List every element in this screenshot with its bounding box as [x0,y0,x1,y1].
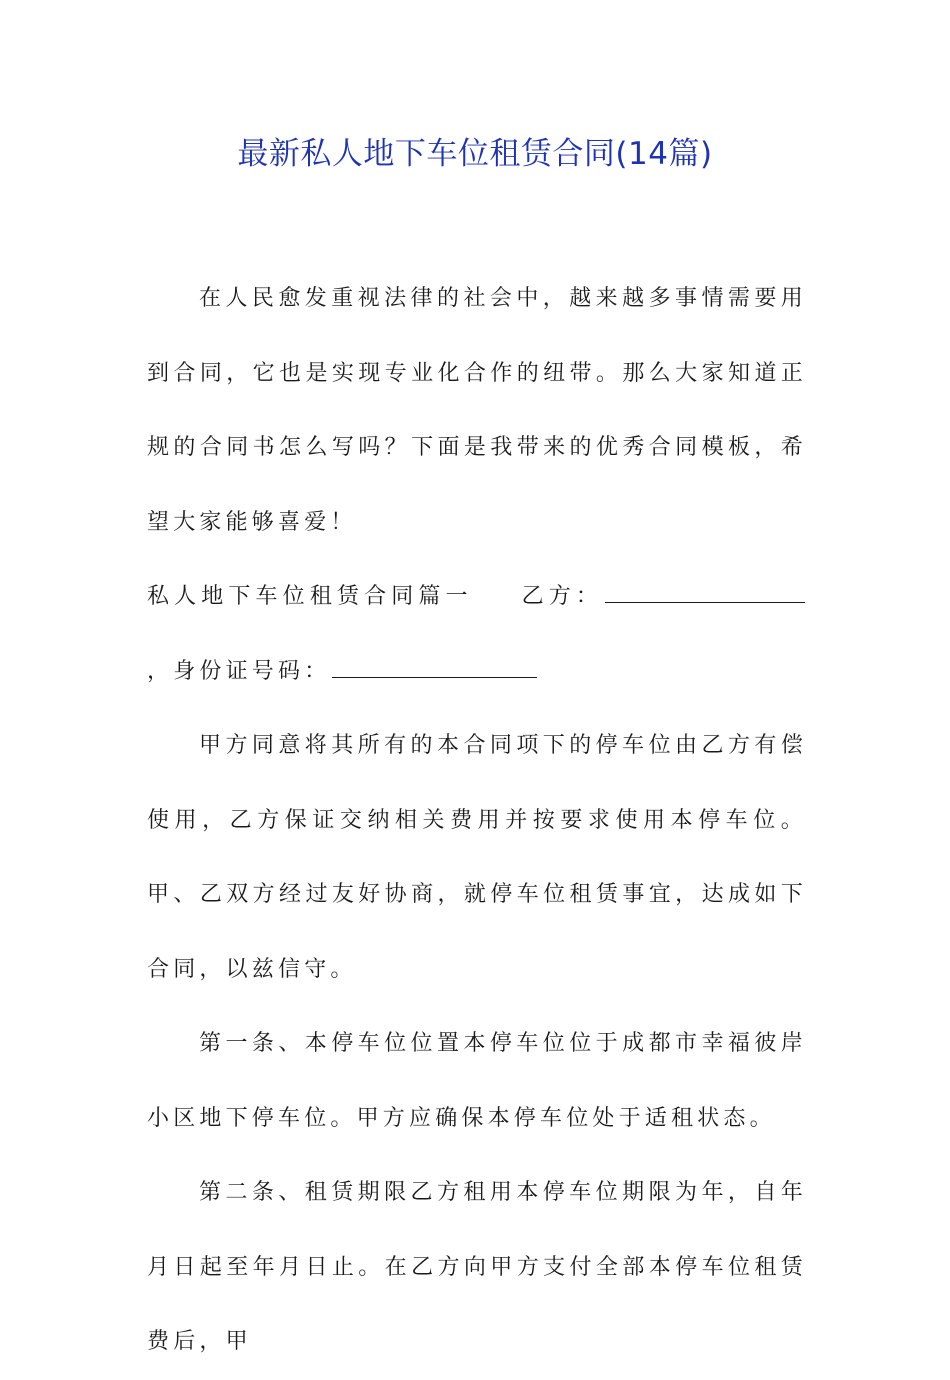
document-title: 最新私人地下车位租赁合同(14篇) [237,136,713,172]
intro-paragraph: 在人民愈发重视法律的社会中，越来越多事情需要用到合同，它也是实现专业化合作的纽带。那么大家知道正规的合同书怎么写吗？下面是我带来的优秀合同模板，希望大家能够喜爱！ [147,286,807,535]
party-b-label: 乙方： [520,584,603,609]
party-b-suffix: ，身份证号码： [147,658,331,684]
party-b-name-blank [605,580,805,603]
clause-1-paragraph: 第一条、本停车位位置本停车位位于成都市幸福彼岸小区地下停车位。甲方应确保本停车位处于适租状态。 [147,1031,807,1131]
section-heading: 私人地下车位租赁合同篇一 [147,584,473,609]
document-body [147,262,807,1380]
party-b-line [147,560,807,709]
id-number-blank [332,655,537,678]
clause-2-paragraph: 第二条、租赁期限乙方租用本停车位期限为年，自年月日起至年月日止。在乙方向甲方支付全部本停车位租赁费后，甲 [147,1180,807,1354]
contract-paragraph: 甲方同意将其所有的本合同项下的停车位由乙方有偿使用，乙方保证交纳相关费用并按要求使用本停车位。甲、乙双方经过友好协商，就停车位租赁事宜，达成如下合同，以兹信守。 [147,733,807,982]
